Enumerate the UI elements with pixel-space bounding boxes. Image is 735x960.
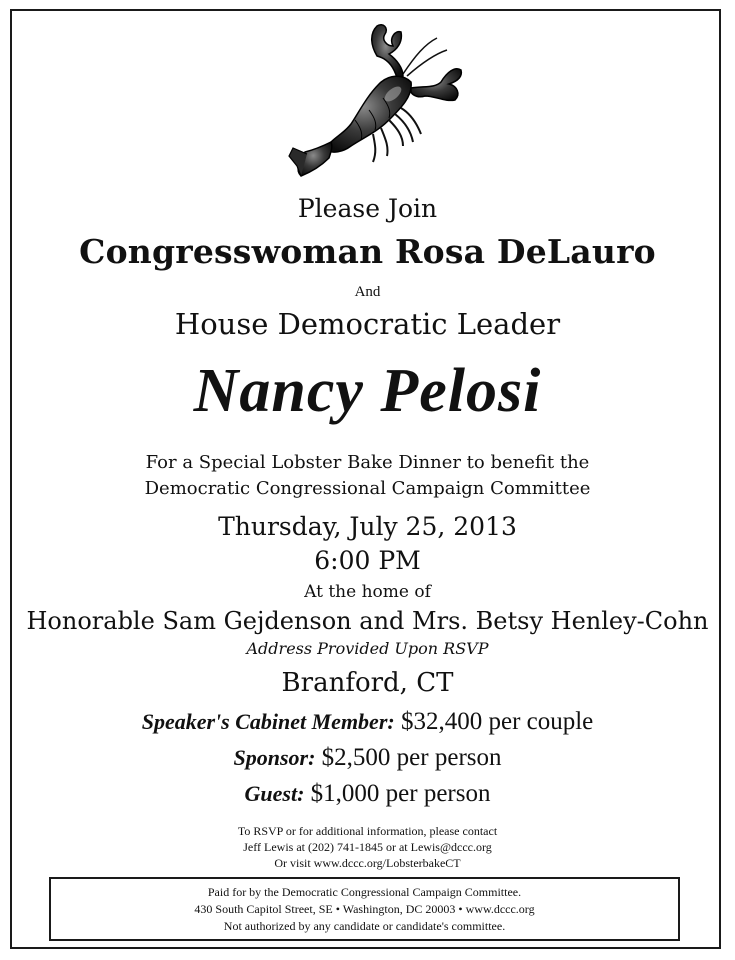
rsvp-website: Or visit www.dccc.org/LobsterbakeCT: [274, 856, 461, 870]
tier-price: $32,400 per couple: [400, 708, 594, 735]
disclaimer-line-1: Paid for by the Democratic Congressional Campaign Committee.: [207, 885, 522, 899]
event-description-line-1: For a Special Lobster Bake Dinner to benefit the: [145, 452, 590, 473]
event-date: Thursday, July 25, 2013: [218, 512, 517, 541]
event-time: 6:00 PM: [314, 546, 421, 575]
tier-price: $1,000 per person: [310, 780, 491, 807]
tier-guest: [12, 780, 723, 808]
tier-sponsor: [12, 744, 723, 772]
tier-price: $2,500 per person: [321, 744, 502, 771]
tier-label: Guest:: [244, 781, 305, 806]
tier-label: Speaker's Cabinet Member:: [141, 709, 395, 734]
lobster-icon: [285, 16, 470, 196]
rsvp-line-1: To RSVP or for additional information, please contact: [237, 824, 498, 838]
leader-name: Nancy Pelosi: [193, 357, 542, 425]
disclaimer-address: 430 South Capitol Street, SE • Washington, DC 20003 • www.dccc.org: [194, 902, 535, 916]
at-home-of-label: At the home of: [304, 582, 431, 602]
event-city: Branford, CT: [281, 668, 454, 698]
event-description-line-2: Democratic Congressional Campaign Committee: [144, 478, 591, 499]
disclaimer-line-3: Not authorized by any candidate or candidate's committee.: [223, 919, 506, 933]
rsvp-contact: Jeff Lewis at (202) 741-1845 or at Lewis@dccc.org: [243, 840, 492, 854]
tier-speakers-cabinet: [12, 708, 723, 736]
event-hosts: Honorable Sam Gejdenson and Mrs. Betsy Henley-Cohn: [26, 607, 709, 635]
address-note: Address Provided Upon RSVP: [246, 639, 489, 658]
paid-for-disclaimer: [49, 877, 680, 941]
leader-title: House Democratic Leader: [174, 307, 561, 341]
and-connector: And: [354, 284, 381, 300]
primary-host-name: Congresswoman Rosa DeLauro: [79, 232, 656, 271]
tier-label: Sponsor:: [233, 745, 316, 770]
please-join-heading: Please Join: [297, 194, 438, 223]
